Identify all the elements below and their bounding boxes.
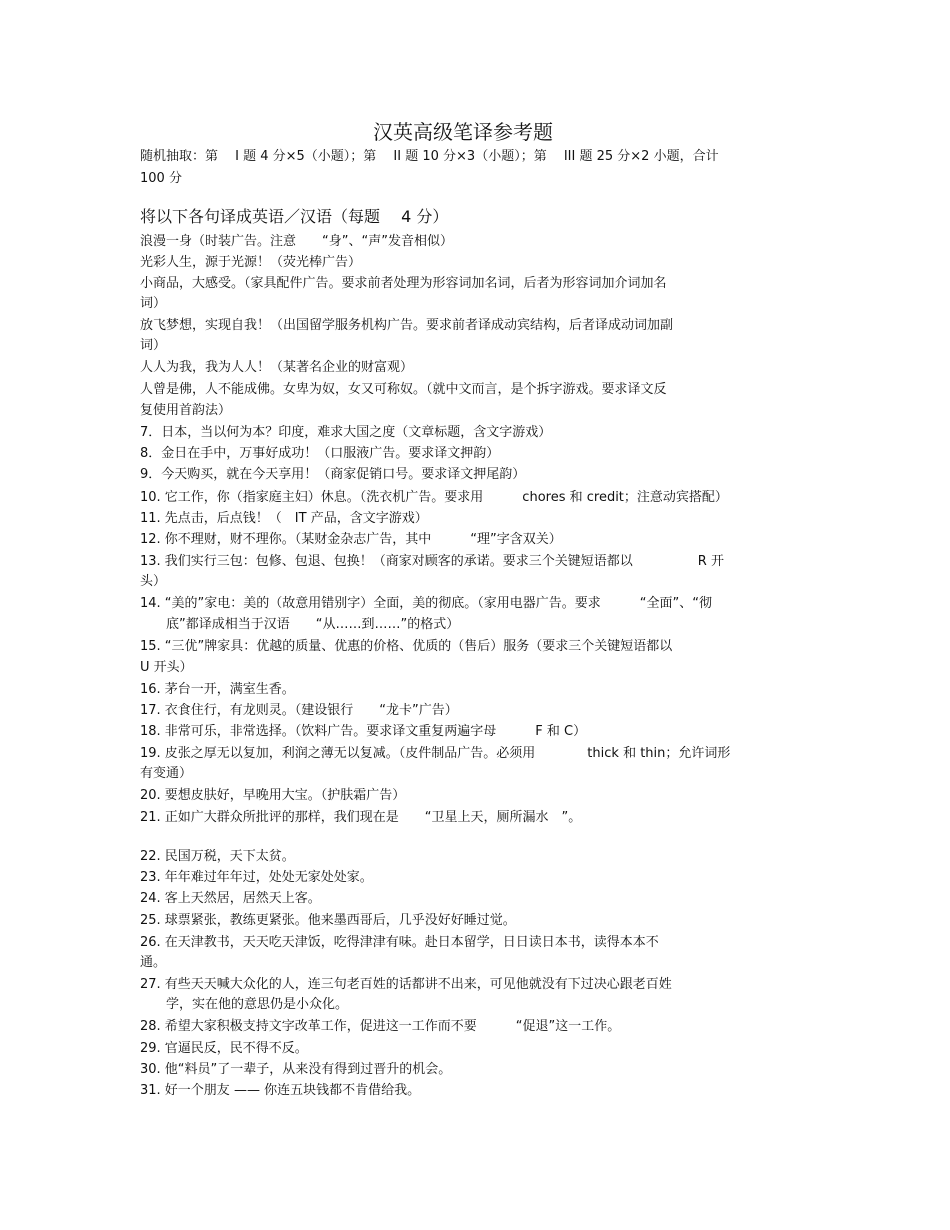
question-line: 12. 你不理财，财不理你。（某财金杂志广告，其中 “理”字含双关）	[140, 532, 562, 547]
intro-line: 随机抽取：第 I 题 4 分×5（小题）；第 II 题 10 分×3（小题）；第 III 题 25 分×2 小题，合计	[140, 149, 719, 164]
question-line: 31. 好一个朋友 —— 你连五块钱都不肯借给我。	[140, 1083, 421, 1098]
question-line: 26. 在天津教书，天天吃天津饭，吃得津津有味。赴日本留学，日日读日本书，读得本本不	[140, 935, 659, 950]
question-line: 学，实在他的意思仍是小众化。	[140, 997, 349, 1012]
question-line: 复使用首韵法）	[140, 403, 232, 418]
question-line: 词）	[140, 338, 167, 353]
question-line: 18. 非常可乐，非常选择。（饮料广告。要求译文重复两遍字母 F 和 C）	[140, 724, 587, 739]
question-line: 22. 民国万税，天下太贫。	[140, 849, 295, 864]
intro-line: 100 分	[140, 171, 182, 186]
question-line: 24. 客上天然居，居然天上客。	[140, 891, 321, 906]
question-line: 28. 希望大家积极支持文字改革工作，促进这一工作而不要 “促退”这一工作。	[140, 1019, 621, 1034]
question-line: 16. 茅台一开，满室生香。	[140, 682, 295, 697]
question-line: 词）	[140, 296, 167, 311]
question-line: 25. 球票紧张，教练更紧张。他来墨西哥后，几乎没好好睡过觉。	[140, 913, 516, 928]
question-line: U 开头）	[140, 660, 193, 675]
question-line: 人人为我，我为人人！（某著名企业的财富观）	[140, 360, 414, 375]
question-line: 浪漫一身（时装广告。注意 “身”、“声”发音相似）	[140, 234, 453, 249]
question-line: 23. 年年难过年年过，处处无家处处家。	[140, 870, 373, 885]
question-line: 头）	[140, 574, 167, 589]
question-line: 21. 正如广大群众所批评的那样，我们现在是 “卫星上天，厕所漏水 ”。	[140, 810, 582, 825]
question-line: 光彩人生，源于光源！（荧光棒广告）	[140, 255, 362, 270]
question-line: 人曾是佛，人不能成佛。女卑为奴，女又可称奴。（就中文而言，是个拆字游戏。要求译文反	[140, 382, 667, 397]
document-title: 汉英高级笔译参考题	[373, 120, 553, 144]
section-heading: 将以下各句译成英语／汉语（每题 4 分）	[140, 207, 449, 226]
question-line: 小商品，大感受。（家具配件广告。要求前者处理为形容词加名词，后者为形容词加介词加名	[140, 276, 667, 291]
question-line: 10. 它工作，你（指家庭主妇）休息。（洗衣机广告。要求用 chores 和 credit；注意动宾搭配）	[140, 490, 728, 505]
question-line: 通。	[140, 955, 167, 970]
question-line: 19. 皮张之厚无以复加，利润之薄无以复减。（皮件制品广告。必须用 thick 和 thin；允许词形	[140, 746, 731, 761]
question-line: 放飞梦想，实现自我！（出国留学服务机构广告。要求前者译成动宾结构，后者译成动词加副	[140, 318, 674, 333]
question-line: 13. 我们实行三包：包修、包退、包换！（商家对顾客的承诺。要求三个关键短语都以 R 开	[140, 554, 724, 569]
question-line: 14. “美的”家电：美的（故意用错别字）全面，美的彻底。（家用电器广告。要求 “全面”、“彻	[140, 596, 712, 611]
question-line: 8．金日在手中，万事好成功！（口服液广告。要求译文押韵）	[140, 446, 500, 461]
question-line: 29. 官逼民反，民不得不反。	[140, 1041, 308, 1056]
question-line: 有变通）	[140, 766, 193, 781]
question-line: 9．今天购买，就在今天享用！（商家促销口号。要求译文押尾韵）	[140, 467, 526, 482]
question-line: 27. 有些天天喊大众化的人，连三句老百姓的话都讲不出来，可见他就没有下过决心跟老百姓	[140, 977, 672, 992]
question-line: 底”都译成相当于汉语 “从……到……”的格式）	[140, 617, 460, 632]
question-line: 17. 衣食住行，有龙则灵。（建设银行 “龙卡”广告）	[140, 703, 458, 718]
question-line: 11. 先点击，后点钱！（ IT 产品，含文字游戏）	[140, 511, 428, 526]
question-line: 20. 要想皮肤好，早晚用大宝。（护肤霜广告）	[140, 788, 406, 803]
question-line: 30. 他“料员”了一辈子，从来没有得到过晋升的机会。	[140, 1062, 452, 1077]
question-line: 15. “三优”牌家具：优越的质量、优惠的价格、优质的（售后）服务（要求三个关键短语都以	[140, 639, 673, 654]
question-line: 7．日本，当以何为本？印度，难求大国之度（文章标题，含文字游戏）	[140, 425, 552, 440]
